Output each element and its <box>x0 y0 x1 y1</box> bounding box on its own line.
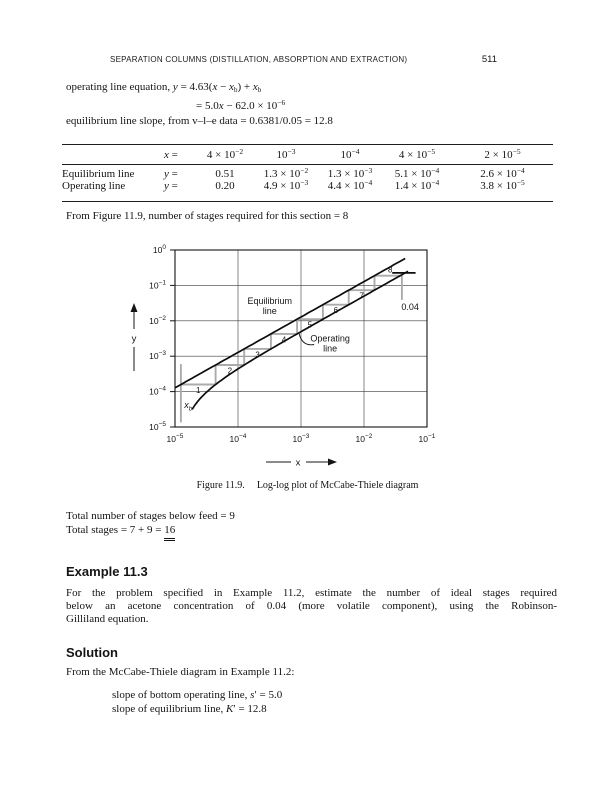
solution-intro: From the McCabe-Thiele diagram in Example 11.2: <box>66 666 295 678</box>
figure-caption-text: Log-log plot of McCabe-Thiele diagram <box>256 480 419 491</box>
y-tick-label: $10^{-3}$ <box>149 350 166 362</box>
solution-item: slope of equilibrium line, K′ = 12.8 <box>112 703 267 715</box>
table-cell: $1.3 \times 10^{-3}$ <box>327 166 373 180</box>
table-header-row <box>62 144 553 165</box>
solution-item: slope of bottom operating line, s′ = 5.0 <box>112 689 283 701</box>
table-cell: $2.6 \times 10^{-4}$ <box>480 166 525 180</box>
total-stages-value: 16 <box>164 525 175 541</box>
example-heading: Example 11.3 <box>66 564 148 579</box>
figure-caption <box>62 480 553 491</box>
y-tick-label: $10^0$ <box>152 244 166 255</box>
x-tick-label: $10^{-5}$ <box>166 433 184 444</box>
stage-number: 3 <box>255 350 260 360</box>
solution-heading: Solution <box>66 645 118 660</box>
row-variable: y = <box>164 168 178 180</box>
stage-number: 2 <box>227 366 233 376</box>
total-below-feed-note: Total number of stages below feed = 9 <box>66 510 235 522</box>
operating-line <box>192 271 408 409</box>
table-cell: $1.4 \times 10^{-4}$ <box>394 178 440 192</box>
stages-required-note: From Figure 11.9, number of stages required for this section = 8 <box>66 210 349 222</box>
table-cell: 0.20 <box>215 180 235 192</box>
figure-caption-label: Figure 11.9. <box>196 480 245 491</box>
row-label: Equilibrium line <box>62 168 135 180</box>
x-tick-label: $10^{-1}$ <box>418 433 436 444</box>
stage-number: 6 <box>333 306 339 316</box>
table-cell: $5.1 \times 10^{-4}$ <box>394 166 440 180</box>
stage-number: 4 <box>281 335 287 345</box>
row-label: Operating line <box>62 180 126 192</box>
x-axis-label: x <box>295 457 301 469</box>
operating-line-equation: operating line equation, $y = 4.63(x - x_b) + x_b$ <box>66 81 262 94</box>
x-axis-arrowhead <box>328 459 337 466</box>
target-composition-label: 0.04 <box>401 302 419 313</box>
operating-line-equation-continued: = $5.0x - 62.0 \times 10^{-6}$ <box>196 98 286 112</box>
xy-values-table <box>62 144 553 202</box>
total-stages-note <box>66 524 175 541</box>
stage-number: 7 <box>359 291 364 301</box>
y-axis-label: y <box>131 333 137 345</box>
table-body <box>62 165 553 202</box>
y-tick-label: $10^{-4}$ <box>149 385 166 397</box>
table-cell: 0.51 <box>215 168 235 180</box>
y-axis-arrowhead <box>131 303 138 312</box>
stage-number: 1 <box>195 386 201 395</box>
example-paragraph-line: below an acetone concentration of 0.04 (more volatile component), using the Robinson- <box>66 600 557 612</box>
total-stages-text: Total stages = 7 + 9 = <box>66 524 165 536</box>
operating-line-label: Operating line <box>310 333 350 354</box>
x-tick-label: $10^{-4}$ <box>229 433 247 444</box>
y-tick-label: $10^{-1}$ <box>149 279 166 291</box>
example-paragraph-line: For the problem specified in Example 11.2, estimate the number of ideal stages required <box>66 587 557 599</box>
page-number: 511 <box>481 53 497 65</box>
table-header-value: $4 \times 10^{-5}$ <box>398 147 436 161</box>
equilibrium-line <box>175 259 405 388</box>
table-cell: $3.8 \times 10^{-5}$ <box>480 178 525 192</box>
plot-frame <box>175 250 427 427</box>
example-paragraph-line: Gilliland equation. <box>66 613 149 625</box>
operating-label-leader <box>299 334 314 345</box>
table-header-value: $10^{-3}$ <box>276 147 296 161</box>
table-header-value: $4 \times 10^{-2}$ <box>206 147 244 161</box>
stage-number: 5 <box>307 320 313 330</box>
table-header-value: $2 \times 10^{-5}$ <box>484 147 521 161</box>
table-cell: $4.4 \times 10^{-4}$ <box>327 178 373 192</box>
equilibrium-line-label: Equilibrium line <box>247 295 293 316</box>
table-header-variable: x = <box>164 149 178 161</box>
stage-staircase <box>181 276 402 423</box>
row-variable: y = <box>164 180 178 192</box>
x-tick-label: $10^{-2}$ <box>355 433 373 444</box>
running-header: SEPARATION COLUMNS (DISTILLATION, ABSORPTION AND EXTRACTION) <box>110 55 408 64</box>
table-header-value: $10^{-4}$ <box>340 147 360 161</box>
table-cell: $1.3 \times 10^{-2}$ <box>263 166 309 180</box>
stage-number: 8 <box>387 265 393 275</box>
y-tick-label: $10^{-5}$ <box>149 421 166 432</box>
table-row <box>62 180 553 192</box>
xb-label: $x_b$ <box>184 400 193 413</box>
table-cell: $4.9 \times 10^{-3}$ <box>263 178 309 192</box>
x-tick-label: $10^{-3}$ <box>292 433 310 444</box>
equilibrium-slope-equation: equilibrium line slope, from v–l–e data = 0.6381/0.05 = 12.8 <box>66 115 333 127</box>
y-tick-label: $10^{-2}$ <box>149 314 166 326</box>
